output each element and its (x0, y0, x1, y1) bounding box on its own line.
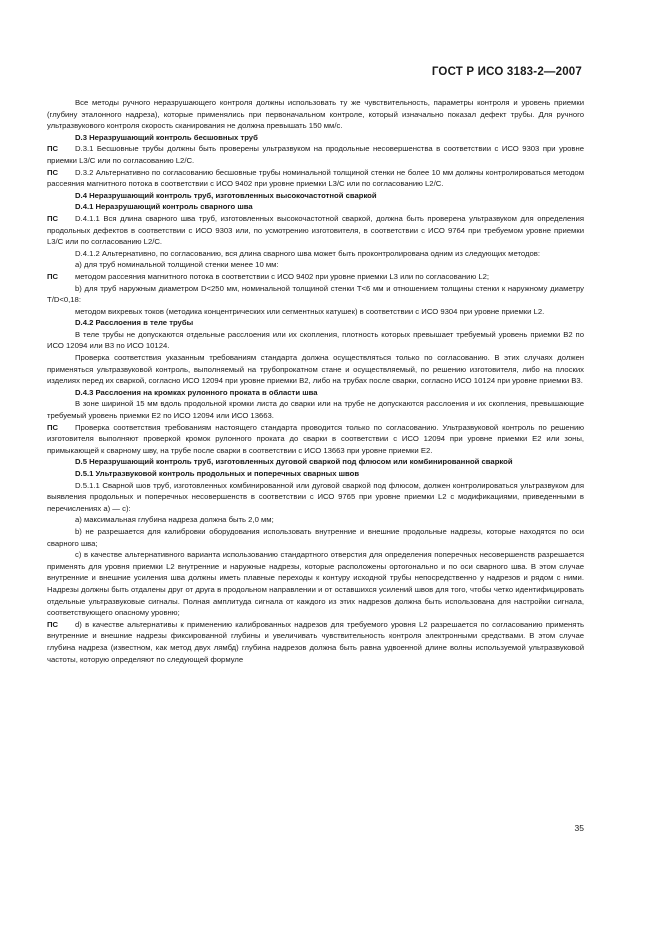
paragraph: Проверка соответствия указанным требованиям стандарта должна осуществляться только по согласованию. В этих случаях должен применяться ультразвуковой контроль, выполняемый на трубопрокатном стане и осуществляемый, по решению изготовителя, либо на плоских изделиях перед их сваркой, согласно ИСО 12094 при уровне приемки B2, либо на трубах после сварки, согласно ИСО 10124 при уровне приемки B3. (47, 353, 584, 386)
paragraph: с) в качестве альтернативного варианта использованию стандартного отверстия для определения поперечных несовершенств разрешается применять для уровня приемки L2 внутренние и наружные надрезы, которые расположены ортогонально и по оси сварного шва. В этом случае внутренние и внешние усиления шва должны иметь плавные переходы к контуру исходной трубы непосредственно у надрезов и рядом с ними. Надрезы должны быть отдалены друг от друга в продольном направлении и от оставшихся усилений швов для того, чтобы четко идентифицировать отдельные ультразвуковые сигналы. Полная амплитуда сигнала от каждого из этих надрезов должна быть использована для настройки сигнала, соответствующего опасному уровню; (47, 550, 584, 618)
paragraph-with-marker (47, 143, 584, 166)
paragraph-text: D.3.1 Бесшовные трубы должны быть проверены ультразвуком на продольные несовершенства в соответствии с ИСО 9303 при уровне приемки L3/C или по согласованию L2/C. (47, 144, 584, 165)
paragraph-text: d) в качестве альтернативы к применению калиброванных надрезов для требуемого уровня L2 разрешается по согласованию применять внутренние и внешние надрезы фиксированной глубины и увеличивать чувствительность контроля электронными средствами. В этом случае глубина надреза (известном, как метод двух лямбд) глубина надрезов должна быть равна удвоенной длине волны используемой ультразвуковой частоты, которую определяют по следующей формуле (47, 619, 584, 664)
heading-text: D.3 Неразрушающий контроль бесшовных труб (75, 132, 258, 142)
paragraph: методом вихревых токов (методика концентрических или сегментных катушек) в соответствии с ИСО 9304 при уровне приемки L2. (75, 306, 545, 316)
paragraph: а) для труб номинальной толщиной стенки менее 10 мм: (75, 260, 279, 270)
pc-marker: ПС (47, 167, 59, 177)
section-heading (47, 201, 584, 213)
heading-text: D.4.2 Расслоения в теле трубы (75, 318, 194, 328)
paragraph: а) максимальная глубина надреза должна быть 2,0 мм; (75, 515, 274, 525)
paragraph-text: D.4.1.1 Вся длина сварного шва труб, изготовленных высокочастотной сваркой, должна быть проверена ультразвуком для определения продольных дефектов в соответствии с ИСО 9303 или, по усмотрению изготовителя, в соответствии с ИСО 9764 при требуемом уровне приемки L3/C или по согласованию L2/C. (47, 213, 584, 247)
paragraph-text: Проверка соответствия требованиям настоящего стандарта проводится только по согласованию. Ультразвуковой контроль по решению изготовителя выполняют проверкой кромок рулонного проката до сварки в соответствии с ИСО 12094 при уровне приемки E2 или зоны, примыкающей к сварному шву, на трубе после сварки в соответствии с ИСО 13663 при уровне приемки E2. (47, 422, 584, 455)
paragraph: b) не разрешается для калибровки оборудования использовать внутренние и внешние продольные надрезы, которые находятся по оси сварного шва; (47, 526, 584, 548)
pc-marker: ПС (47, 144, 59, 154)
section-heading (47, 468, 584, 480)
pc-marker: ПС (47, 619, 59, 629)
section-heading (47, 317, 584, 329)
paragraph: b) для труб наружным диаметром D<250 мм, номинальной толщиной стенки T<6 мм и отношением толщины стенки к наружному диаметру T/D<0,18: (47, 283, 584, 305)
paragraph-with-marker (47, 213, 584, 248)
section-heading (47, 387, 584, 399)
paragraph-text: D.3.2 Альтернативно по согласованию бесшовные трубы номинальной толщиной стенки не более 10 мм должны контролироваться методом рассеяния магнитного потока в соответствии с ИСО 9402 при уровне приемки L3/C или по согласованию L2/C. (47, 167, 584, 189)
pc-marker: ПС (47, 213, 59, 223)
paragraph-text: методом рассеяния магнитного потока в соответствии с ИСО 9402 при уровне приемки L3 или по согласованию L2; (75, 271, 490, 281)
heading-text: D.4.1 Неразрушающий контроль сварного шва (75, 202, 253, 212)
heading-text: D.4.3 Расслоения на кромках рулонного проката в области шва (75, 387, 318, 397)
paragraph: В зоне шириной 15 мм вдоль продольной кромки листа до сварки или на трубе не допускаются расслоения и их скопления, превышающие требуемый уровень приемки E2 по ИСО 12094 или ИСО 13663. (47, 399, 584, 421)
section-heading (47, 456, 584, 468)
paragraph-with-marker (47, 167, 584, 190)
paragraph: D.4.1.2 Альтернативно, по согласованию, вся длина сварного шва может быть проконтролирована одним из следующих методов: (75, 248, 540, 258)
heading-text: D.5.1 Ультразвуковой контроль продольных и поперечных сварных швов (75, 469, 360, 478)
paragraph: D.5.1.1 Сварной шов труб, изготовленных комбинированной или дуговой сваркой под флюсом, должен контролироваться ультразвуком для выявления продольных и поперечных несовершенств в соответствии с ИСО 9765 при уровне приемки L2 с модификациями, приведенными в перечислениях а) — с): (47, 480, 584, 513)
section-heading (47, 190, 584, 202)
document-body (47, 97, 584, 665)
page-number: 35 (574, 823, 584, 833)
paragraph-with-marker (47, 271, 584, 283)
paragraph-with-marker (47, 619, 584, 665)
pc-marker: ПС (47, 422, 59, 432)
paragraph: Все методы ручного неразрушающего контроля должны использовать ту же чувствительность, параметры контроля и уровень приемки (глубину эталонного надреза), которые применялись при первоначальном контроле, который изначально показал дефект трубы. Для ручного ультразвукового контроля скорость сканирования не должна превышать 150 мм/с. (47, 98, 584, 131)
heading-text: D.4 Неразрушающий контроль труб, изготовленных высокочастотной сваркой (75, 190, 377, 200)
heading-text: D.5 Неразрушающий контроль труб, изготовленных дуговой сваркой под флюсом или комбинированной сваркой (75, 457, 513, 467)
pc-marker: ПС (47, 271, 59, 281)
paragraph-with-marker (47, 422, 584, 457)
section-heading (47, 132, 584, 144)
paragraph: В теле трубы не допускаются отдельные расслоения или их скопления, плотность которых превышает требуемый уровень приемки B2 по ИСО 12094 или B3 по ИСО 10124. (47, 329, 584, 351)
page-header: ГОСТ Р ИСО 3183-2—2007 (431, 66, 582, 78)
